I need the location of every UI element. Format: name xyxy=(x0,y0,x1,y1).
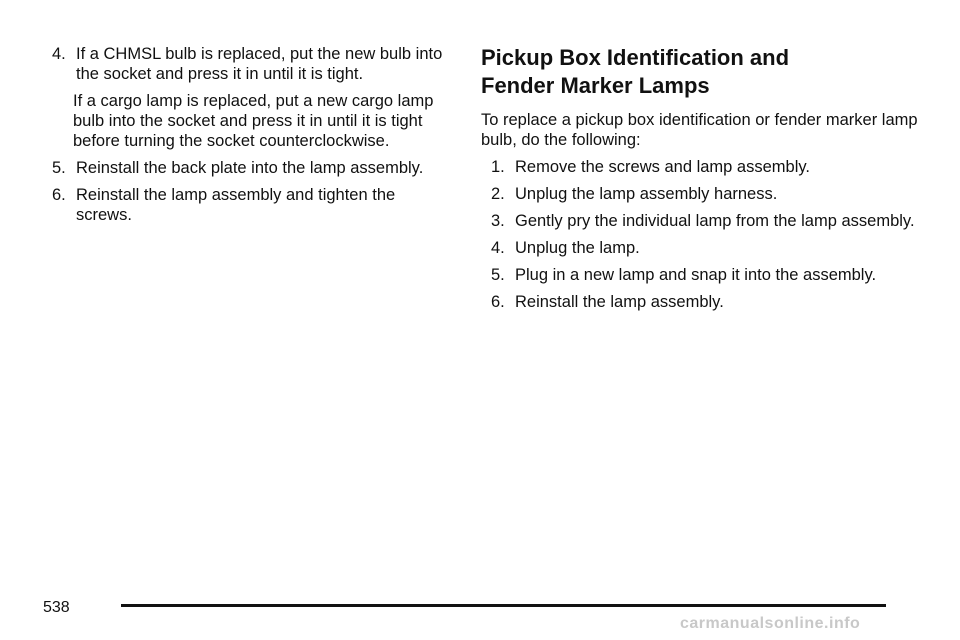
step-text: Gently pry the individual lamp from the lamp assembly. xyxy=(515,212,915,230)
watermark: carmanualsonline.info xyxy=(680,615,861,632)
intro-paragraph: To replace a pickup box identification or fender marker lamp bulb, do the following: xyxy=(481,111,918,149)
step-number: 5. xyxy=(491,266,505,284)
step-text: If a CHMSL bulb is replaced, put the new bulb into the socket and press it in until it is tight. xyxy=(76,45,443,83)
step-number: 6. xyxy=(491,293,505,311)
step-text: Plug in a new lamp and snap it into the assembly. xyxy=(515,266,877,284)
step-number: 4. xyxy=(491,239,505,257)
step-text: Remove the screws and lamp assembly. xyxy=(515,158,810,176)
list-item xyxy=(491,157,921,177)
step-text: Reinstall the lamp assembly. xyxy=(515,293,724,311)
step-text: Reinstall the lamp assembly and tighten the screws. xyxy=(76,186,396,224)
left-column xyxy=(52,44,452,232)
step-text: Unplug the lamp assembly harness. xyxy=(515,185,778,203)
cargo-lamp-paragraph: If a cargo lamp is replaced, put a new cargo lamp bulb into the socket and press it in until it is tight before turning the socket counterclockwise. xyxy=(73,92,434,150)
list-item xyxy=(491,265,921,285)
step-number: 6. xyxy=(52,186,66,204)
list-item xyxy=(491,238,921,258)
procedure-list xyxy=(481,157,921,312)
step-number: 1. xyxy=(491,158,505,176)
step-number: 5. xyxy=(52,159,66,177)
step-number: 3. xyxy=(491,212,505,230)
right-column xyxy=(481,44,921,319)
heading-line-1: Pickup Box Identification and xyxy=(481,45,790,70)
heading-line-2: Fender Marker Lamps xyxy=(481,73,710,98)
section-heading xyxy=(481,44,921,100)
step-number: 4. xyxy=(52,45,66,63)
step-5-back-plate xyxy=(52,158,452,178)
page-number: 538 xyxy=(43,599,70,616)
step-number: 2. xyxy=(491,185,505,203)
step-text: Unplug the lamp. xyxy=(515,239,640,257)
footer-divider xyxy=(121,604,886,607)
step-6-reinstall xyxy=(52,185,452,225)
list-item xyxy=(491,184,921,204)
list-item xyxy=(491,211,921,231)
list-item xyxy=(491,292,921,312)
step-4-chmsl xyxy=(52,44,452,84)
step-text: Reinstall the back plate into the lamp assembly. xyxy=(76,159,424,177)
